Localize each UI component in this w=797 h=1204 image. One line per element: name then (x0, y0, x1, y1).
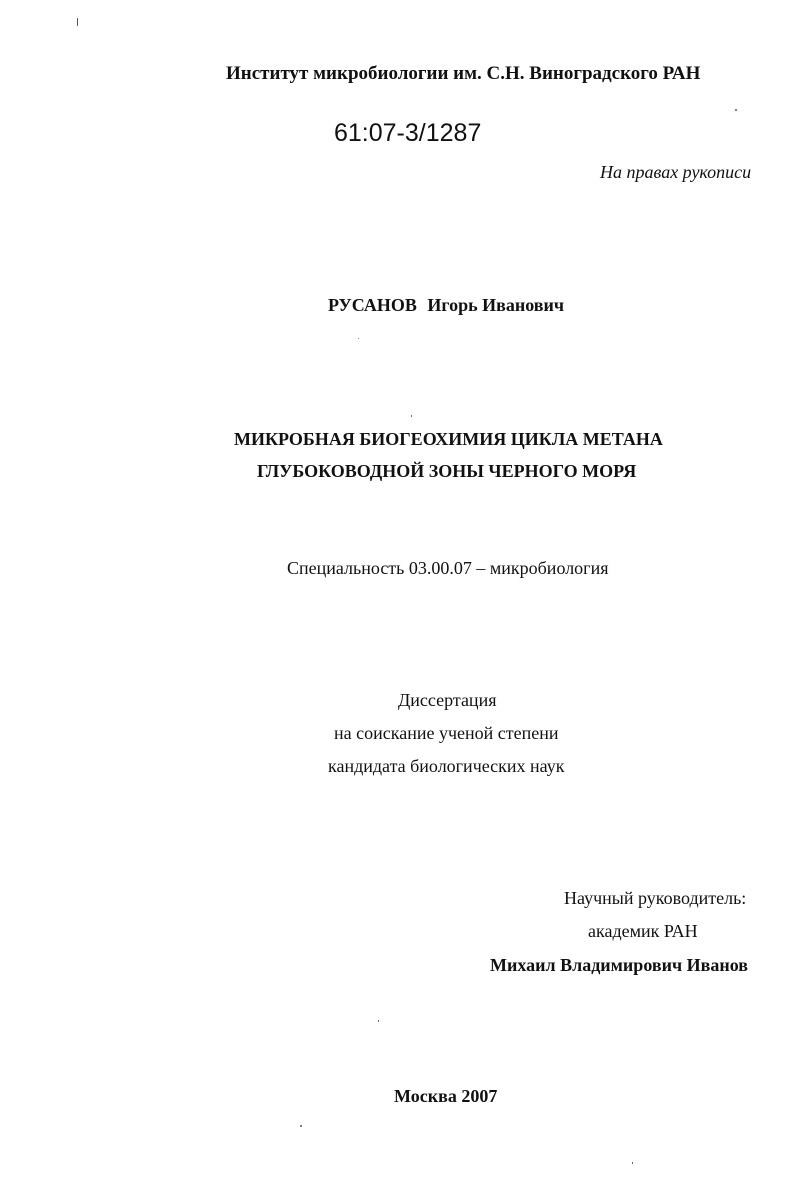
scan-speck (735, 109, 737, 111)
scan-speck (378, 1020, 379, 1022)
scan-speck (358, 338, 359, 339)
scan-speck (300, 1125, 302, 1127)
thesis-title-line-2: ГЛУБОКОВОДНОЙ ЗОНЫ ЧЕРНОГО МОРЯ (257, 461, 637, 481)
rights-note: На правах рукописи (600, 162, 752, 182)
place-and-year: Москва 2007 (394, 1086, 498, 1106)
supervisor-label: Научный руководитель: (564, 888, 747, 908)
scan-speck (77, 18, 78, 26)
supervisor-name: Михаил Владимирович Иванов (490, 955, 748, 975)
author-surname: РУСАНОВ (328, 295, 417, 315)
institute-name: Институт микробиологии им. С.Н. Виноградского РАН (226, 63, 701, 84)
author-name (328, 294, 564, 316)
dissertation-line-3: кандидата биологических наук (328, 756, 565, 776)
author-given-names: Игорь Иванович (427, 295, 565, 315)
thesis-title-line-1: МИКРОБНАЯ БИОГЕОХИМИЯ ЦИКЛА МЕТАНА (234, 429, 663, 449)
dissertation-line-2: на соискание ученой степени (334, 723, 559, 743)
supervisor-rank: академик РАН (588, 921, 698, 941)
catalog-number: 61:07-3/1287 (334, 119, 482, 147)
specialty: Специальность 03.00.07 – микробиология (287, 558, 609, 578)
scan-speck (411, 415, 412, 417)
dissertation-line-1: Диссертация (398, 690, 497, 710)
scan-speck (632, 1162, 633, 1164)
